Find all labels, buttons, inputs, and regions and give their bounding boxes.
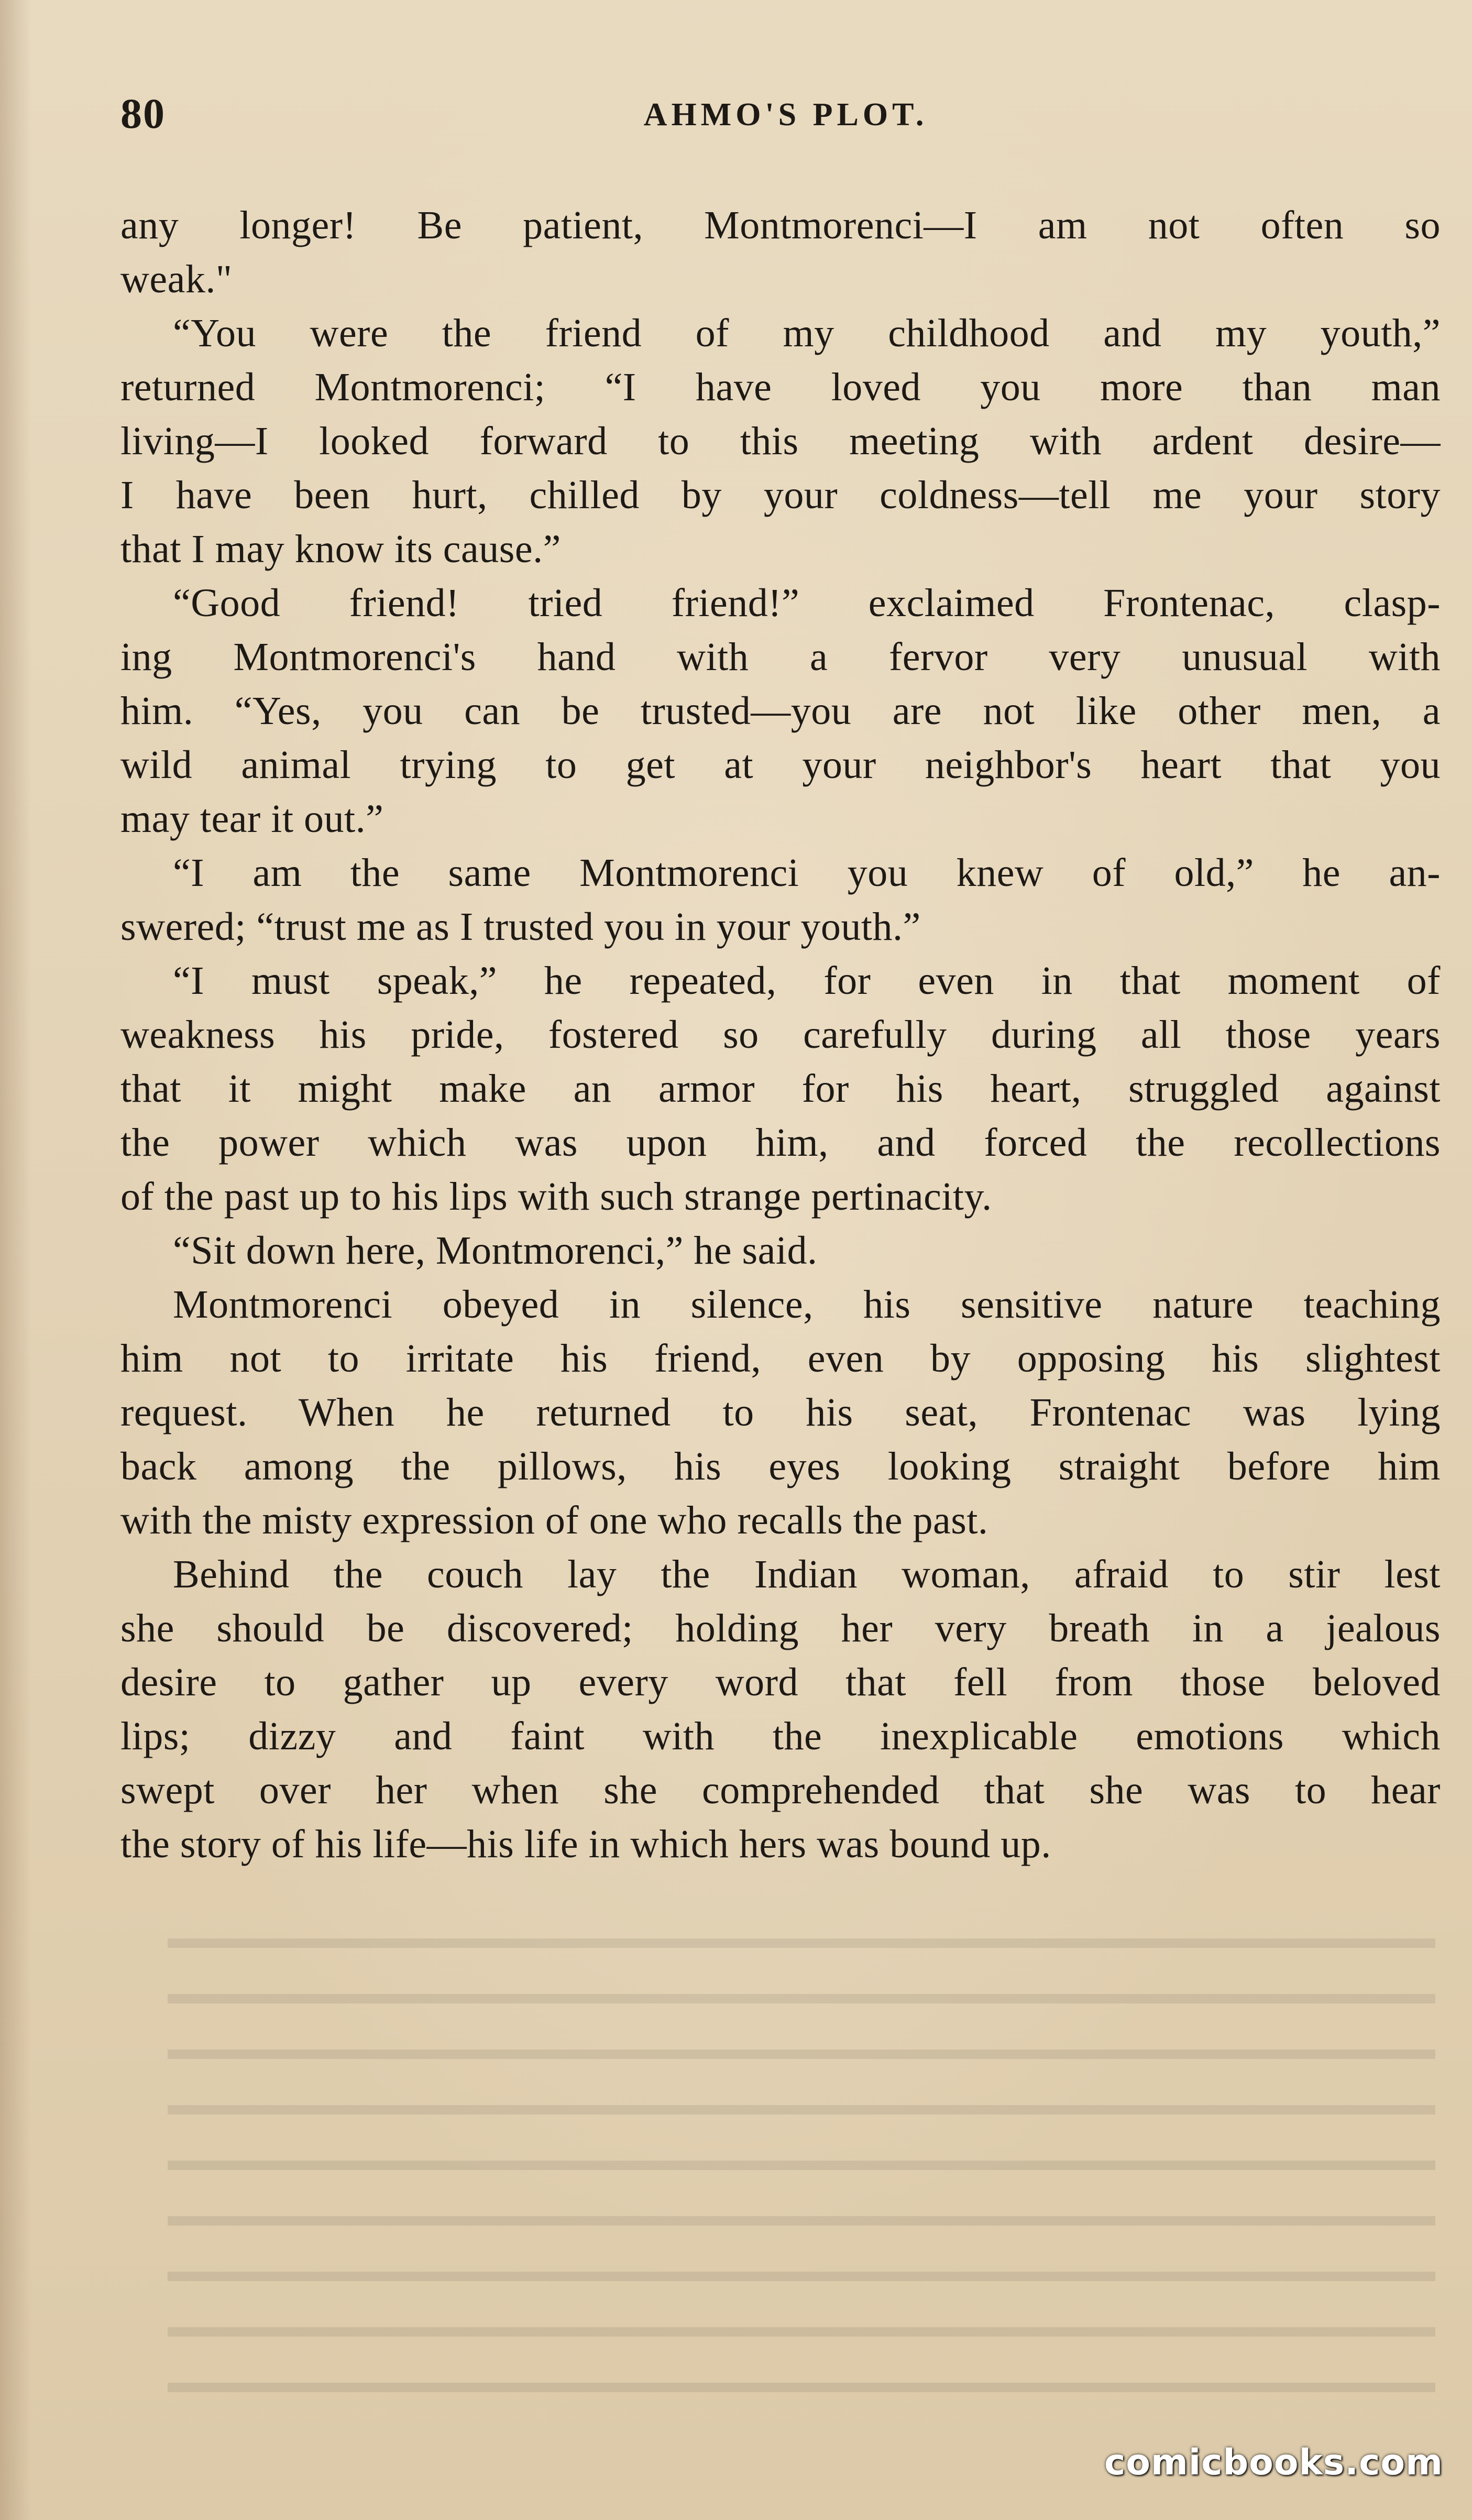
text-line: back among the pillows, his eyes looking straight before him — [120, 1444, 1441, 1488]
page-number: 80 — [120, 90, 166, 137]
body-text — [120, 199, 1441, 1928]
text-line: the story of his life—his life in which hers was bound up. — [120, 1822, 1051, 1866]
paragraph-first-line: “I am the same Montmorenci you knew of old,” he an- — [173, 851, 1441, 895]
text-line: with the misty expression of one who recalls the past. — [120, 1498, 988, 1542]
paragraph-first-line: “Good friend! tried friend!” exclaimed Frontenac, clasp- — [173, 581, 1441, 625]
text-line: she should be discovered; holding her very breath in a jealous — [120, 1606, 1441, 1650]
text-line: the power which was upon him, and forced the recollections — [120, 1121, 1441, 1165]
text-line: I have been hurt, chilled by your coldness—tell me your story — [120, 473, 1441, 517]
site-watermark: comicbooks.com — [1104, 2442, 1443, 2483]
text-line: request. When he returned to his seat, Frontenac was lying — [120, 1390, 1441, 1434]
text-line: weakness his pride, fostered so carefully during all those years — [120, 1013, 1441, 1057]
page-gutter-shadow — [0, 0, 31, 2520]
reverse-side-bleed-through — [168, 1938, 1435, 2410]
paragraph-first-line: “Sit down here, Montmorenci,” he said. — [173, 1229, 818, 1273]
text-line: lips; dizzy and faint with the inexplicable emotions which — [120, 1714, 1441, 1758]
text-line: of the past up to his lips with such strange pertinacity. — [120, 1175, 992, 1219]
paragraph-first-line: Behind the couch lay the Indian woman, afraid to stir lest — [173, 1552, 1441, 1596]
text-line: living—I looked forward to this meeting with ardent desire— — [120, 419, 1441, 463]
text-line: swered; “trust me as I trusted you in your youth.” — [120, 905, 921, 949]
paragraph-first-line: “You were the friend of my childhood and my youth,” — [173, 311, 1441, 355]
text-line: weak." — [120, 257, 233, 301]
text-line: any longer! Be patient, Montmorenci—I am not often so — [120, 203, 1441, 247]
paragraph-first-line: Montmorenci obeyed in silence, his sensitive nature teaching — [173, 1283, 1441, 1327]
text-line: may tear it out.” — [120, 797, 384, 841]
text-line: him not to irritate his friend, even by opposing his slightest — [120, 1336, 1441, 1380]
text-line: returned Montmorenci; “I have loved you more than man — [120, 365, 1441, 409]
page-header — [120, 89, 1451, 147]
running-head: AHMO'S PLOT. — [643, 97, 928, 133]
text-line: swept over her when she comprehended that she was to hear — [120, 1768, 1441, 1812]
paragraph-first-line: “I must speak,” he repeated, for even in that moment of — [173, 959, 1441, 1003]
text-line: that I may know its cause.” — [120, 527, 561, 571]
text-line: wild animal trying to get at your neighbor's heart that you — [120, 743, 1441, 787]
text-line: ing Montmorenci's hand with a fervor very unusual with — [120, 635, 1441, 679]
text-line: that it might make an armor for his heart, struggled against — [120, 1067, 1441, 1111]
text-line: desire to gather up every word that fell from those beloved — [120, 1660, 1441, 1704]
text-line: him. “Yes, you can be trusted—you are not like other men, a — [120, 689, 1441, 733]
